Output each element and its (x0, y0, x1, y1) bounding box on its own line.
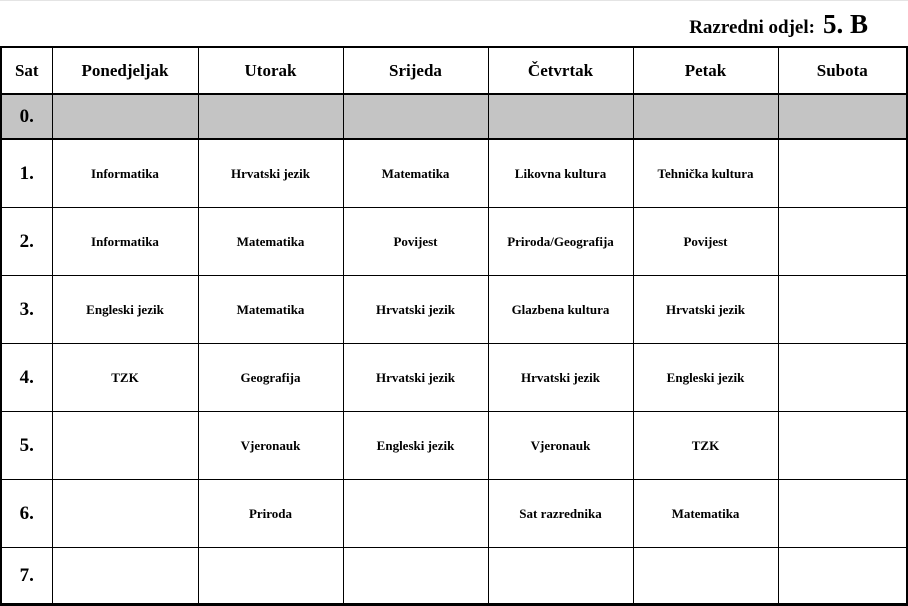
lesson-cell: Hrvatski jezik (198, 139, 343, 208)
lesson-cell (633, 94, 778, 139)
lesson-cell: Matematika (198, 208, 343, 276)
lesson-cell: Hrvatski jezik (488, 344, 633, 412)
lesson-cell (343, 480, 488, 548)
col-header-ponedjeljak: Ponedjeljak (52, 47, 198, 94)
table-row (1, 139, 907, 208)
col-header-petak: Petak (633, 47, 778, 94)
class-label-text: Razredni odjel: (689, 17, 815, 38)
lesson-cell (52, 412, 198, 480)
timetable (0, 46, 908, 606)
lesson-cell (488, 94, 633, 139)
period-number: 4. (1, 344, 52, 412)
col-header-sat: Sat (1, 47, 52, 94)
col-header-utorak: Utorak (198, 47, 343, 94)
lesson-cell: TZK (633, 412, 778, 480)
table-row (1, 344, 907, 412)
lesson-cell: Tehnička kultura (633, 139, 778, 208)
class-value: 5. B (822, 9, 868, 39)
lesson-cell (778, 412, 907, 480)
lesson-cell: Engleski jezik (52, 276, 198, 344)
period-number: 1. (1, 139, 52, 208)
lesson-cell: Priroda/Geografija (488, 208, 633, 276)
lesson-cell: Priroda (198, 480, 343, 548)
lesson-cell (778, 139, 907, 208)
lesson-cell (343, 548, 488, 605)
lesson-cell: Informatika (52, 139, 198, 208)
lesson-cell (52, 548, 198, 605)
lesson-cell (778, 548, 907, 605)
header-row (1, 47, 907, 94)
lesson-cell: Engleski jezik (633, 344, 778, 412)
lesson-cell: Matematika (198, 276, 343, 344)
table-row (1, 412, 907, 480)
lesson-cell (52, 94, 198, 139)
lesson-cell: Informatika (52, 208, 198, 276)
lesson-cell: Likovna kultura (488, 139, 633, 208)
lesson-cell (778, 344, 907, 412)
table-row (1, 94, 907, 139)
period-number: 3. (1, 276, 52, 344)
table-row (1, 480, 907, 548)
col-header-subota: Subota (778, 47, 907, 94)
lesson-cell (633, 548, 778, 605)
lesson-cell (198, 548, 343, 605)
lesson-cell (778, 276, 907, 344)
lesson-cell (52, 480, 198, 548)
lesson-cell (778, 208, 907, 276)
timetable-header (0, 0, 908, 46)
lesson-cell: Povijest (343, 208, 488, 276)
lesson-cell: Matematika (343, 139, 488, 208)
lesson-cell: Engleski jezik (343, 412, 488, 480)
lesson-cell: Geografija (198, 344, 343, 412)
period-number: 7. (1, 548, 52, 605)
lesson-cell (778, 480, 907, 548)
period-number: 2. (1, 208, 52, 276)
lesson-cell: Hrvatski jezik (343, 276, 488, 344)
lesson-cell: Vjeronauk (198, 412, 343, 480)
period-number: 6. (1, 480, 52, 548)
lesson-cell: Matematika (633, 480, 778, 548)
lesson-cell: Hrvatski jezik (343, 344, 488, 412)
col-header-srijeda: Srijeda (343, 47, 488, 94)
lesson-cell: TZK (52, 344, 198, 412)
lesson-cell (343, 94, 488, 139)
period-number: 5. (1, 412, 52, 480)
table-row (1, 548, 907, 605)
lesson-cell (778, 94, 907, 139)
lesson-cell: Glazbena kultura (488, 276, 633, 344)
lesson-cell: Hrvatski jezik (633, 276, 778, 344)
col-header-cetvrtak: Četvrtak (488, 47, 633, 94)
period-number: 0. (1, 94, 52, 139)
lesson-cell: Vjeronauk (488, 412, 633, 480)
table-row (1, 276, 907, 344)
lesson-cell: Sat razrednika (488, 480, 633, 548)
class-label (689, 9, 868, 40)
lesson-cell (488, 548, 633, 605)
lesson-cell (198, 94, 343, 139)
lesson-cell: Povijest (633, 208, 778, 276)
table-row (1, 208, 907, 276)
